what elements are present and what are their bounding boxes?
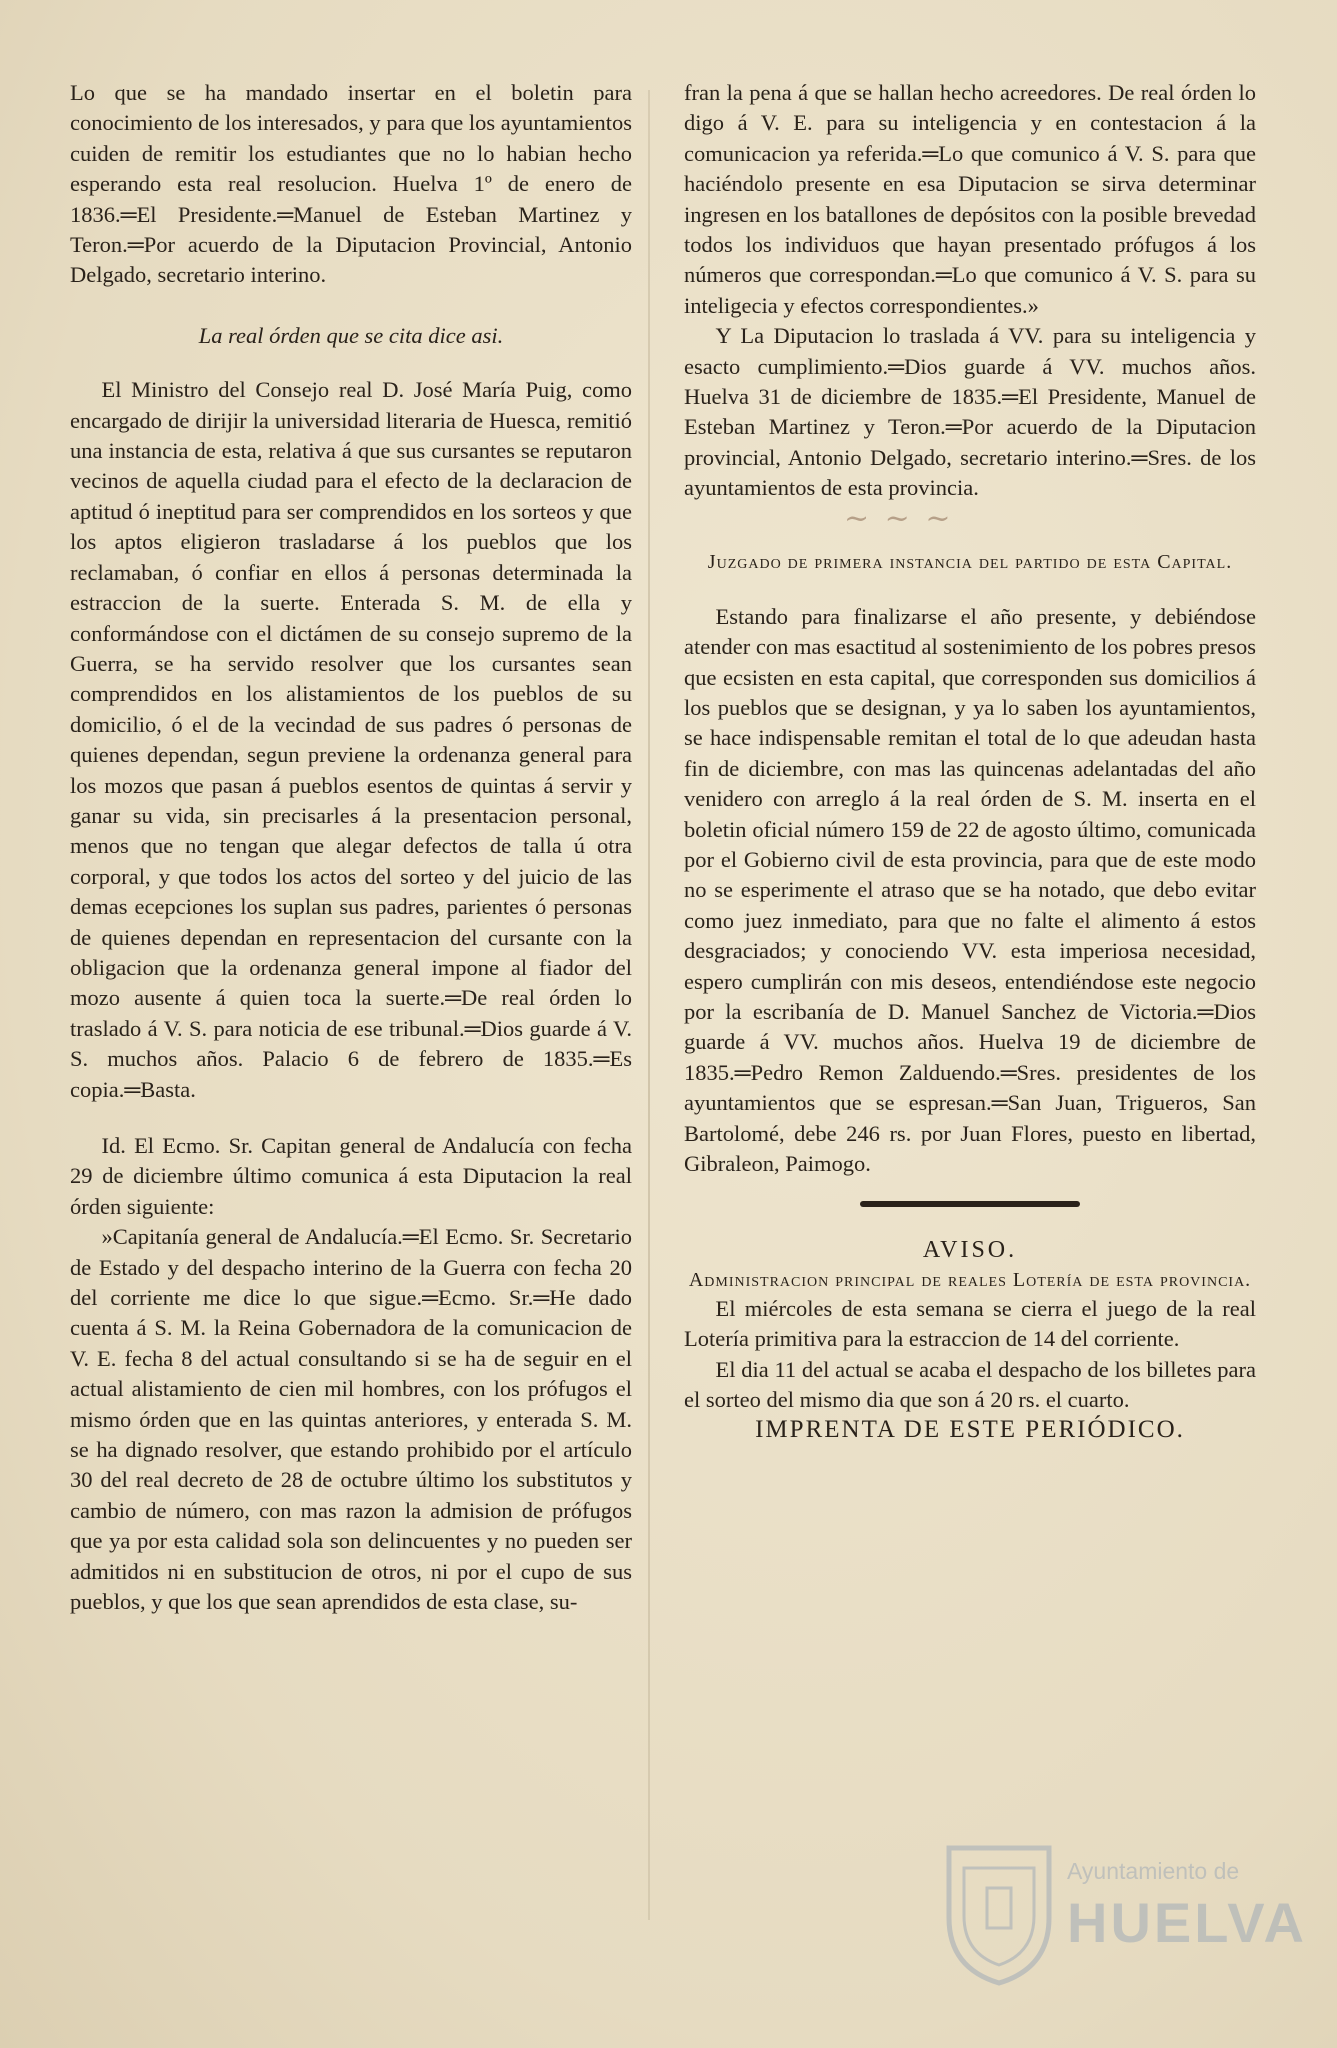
right-column xyxy=(684,78,1256,1446)
huelva-watermark xyxy=(939,1828,1307,1998)
aviso-heading: Administracion principal de reales Lotería de esta provincia. xyxy=(688,1268,1252,1291)
coat-of-arms-icon xyxy=(939,1838,1059,1988)
left-paragraph-4: »Capitanía general de Andalucía.═El Ecmo. Sr. Secretario de Estado y del despacho interino de la Guerra con fecha 20 del corriente me dice lo que sigue.═Ecmo. Sr.═He dado cuenta á S. M. la Reina Gobernadora de la comunicacion de V. E. fecha 8 del actual consultando si se ha de seguir en el actual alistamiento de cien mil hombres, con los prófugos el mismo órden que en las quintas anteriores, y enterada S. M. se ha dignado resolver, que estando prohibido por el artículo 30 del real decreto de 28 de octubre último los substitutos y cambio de número, con mas razon la admision de prófugos que ya por esta calidad sola son delincuentes y no pueden ser admitidos ni en substitucion de otros, ni por el cupo de sus pueblos, y que los que sean aprendidos de esta clase, su- xyxy=(70,1224,632,1615)
left-heading: La real órden que se cita dice asi. xyxy=(198,322,504,348)
imprenta-footer: IMPRENTA DE ESTE PERIÓDICO. xyxy=(755,1416,1185,1444)
watermark-line-2: HUELVA xyxy=(1067,1891,1307,1954)
left-column xyxy=(70,78,632,1618)
right-paragraph-2: Y La Diputacion lo traslada á VV. para su inteligencia y esacto cumplimiento.═Dios guarde á VV. muchos años. Huelva 31 de diciembre de 1835.═El Presidente, Manuel de Esteban Martinez y Teron.═Por acuerdo de la Diputacion provincial, Antonio Delgado, secretario interino.═Sres. de los ayuntamientos de esta provincia. xyxy=(684,323,1256,501)
left-paragraph-1: Lo que se ha mandado insertar en el boletin para conocimiento de los interesados, y para que los ayuntamientos cuiden de remitir los estudiantes que no lo habian hecho esperando esta real resolucion. Huelva 1º de enero de 1836.═El Presidente.═Manuel de Esteban Martinez y Teron.═Por acuerdo de la Diputacion Provincial, Antonio Delgado, secretario interino. xyxy=(70,80,632,288)
watermark-line-1: Ayuntamiento de xyxy=(1067,1858,1240,1884)
right-paragraph-3: Estando para finalizarse el año presente, y debiéndose atender con mas esactitud al sostenimiento de los pobres presos que ecsisten en esta capital, que corresponden sus domicilios á los pueblos que se designan, y ya lo saben los ayuntamientos, se hace indispensable remitan el total de lo que adeudan hasta fin de diciembre, con mas las quincenas adelantadas del año venidero con arreglo á la real órden de S. M. inserta en el boletin oficial número 159 de 22 de agosto último, comunicada por el Gobierno civil de esta provincia, para que de este modo no se esperimente el atraso que se ha notado, que debo evitar como juez inmediato, para que no falte el alimento á estos desgraciados; y conociendo VV. esta imperiosa necesidad, espero cumplirán con mis deseos, entendiéndose este negocio por la escribanía de D. Manuel Sanchez de Victoria.═Dios guarde á VV. muchos años. Huelva 19 de diciembre de 1835.═Pedro Remon Zalduendo.═Sres. presidentes de los ayuntamientos que se espresan.═San Juan, Trigueros, San Bartolomé, debe 246 rs. por Juan Flores, puesto en libertad, Gibraleon, Paimogo. xyxy=(684,603,1256,1176)
right-paragraph-1: fran la pena á que se hallan hecho acreedores. De real órden lo digo á V. E. para su inteligencia y en contestacion á la comunicacion ya referida.═Lo que comunico á V. S. para que haciéndolo presente en esa Diputacion se sirva determinar ingresen en los batallones de depósitos con la posible brevedad todos los individuos que hayan presentado prófugos á los números que correspondan.═Lo que comunico á V. S. para su inteligecia y efectos correspondientes.» xyxy=(684,80,1256,318)
right-paragraph-4: El miércoles de esta semana se cierra el juego de la real Lotería primitiva para la estraccion de 14 del corriente. xyxy=(684,1295,1256,1352)
right-heading: Juzgado de primera instancia del partido de esta Capital. xyxy=(707,550,1233,573)
handwritten-signature: ~ ~ ~ xyxy=(844,500,954,536)
aviso-title: AVISO. xyxy=(922,1237,1018,1264)
column-divider xyxy=(648,90,650,1920)
right-paragraph-5: El dia 11 del actual se acaba el despacho de los billetes para el sorteo del mismo dia que son á 20 rs. el cuarto. xyxy=(684,1356,1256,1413)
section-rule xyxy=(860,1201,1080,1207)
left-paragraph-3: Id. El Ecmo. Sr. Capitan general de Andalucía con fecha 29 de diciembre último comunica á esta Diputacion la real órden siguiente: xyxy=(70,1133,632,1219)
left-paragraph-2: El Ministro del Consejo real D. José María Puig, como encargado de dirijir la universidad literaria de Huesca, remitió una instancia de esta, relativa á que sus cursantes se reputaron vecinos de aquella ciudad para el efecto de la declaracion de aptitud ó ineptitud para ser comprendidos en los sorteos y que los aptos eligieron trasladarse á los pueblos que los reclamaban, ó confiar en ellos á personas determinada la estraccion de la suerte. Enterada S. M. de ella y conformándose con el dictámen de su consejo supremo de la Guerra, se ha servido resolver que los cursantes sean comprendidos en los alistamientos de los pueblos de su domicilio, ó el de la vecindad de sus padres ó personas de quienes dependan, segun previene la ordenanza general para los mozos que pasan á pueblos esentos de quintas á servir y ganar su vida, sin precisarles á la presentacion personal, menos que no tengan que alegar defectos de talla ú otra corporal, y que todos los actos del sorteo y del juicio de las demas ecepciones los suplan sus padres, parientes ó personas de quienes dependan en representacion del cursante con la obligacion que la ordenanza general impone al fiador del mozo ausente á quien toca la suerte.═De real órden lo traslado á V. S. para noticia de ese tribunal.═Dios guarde á V. S. muchos años. Palacio 6 de febrero de 1835.═Es copia.═Basta. xyxy=(70,377,632,1102)
